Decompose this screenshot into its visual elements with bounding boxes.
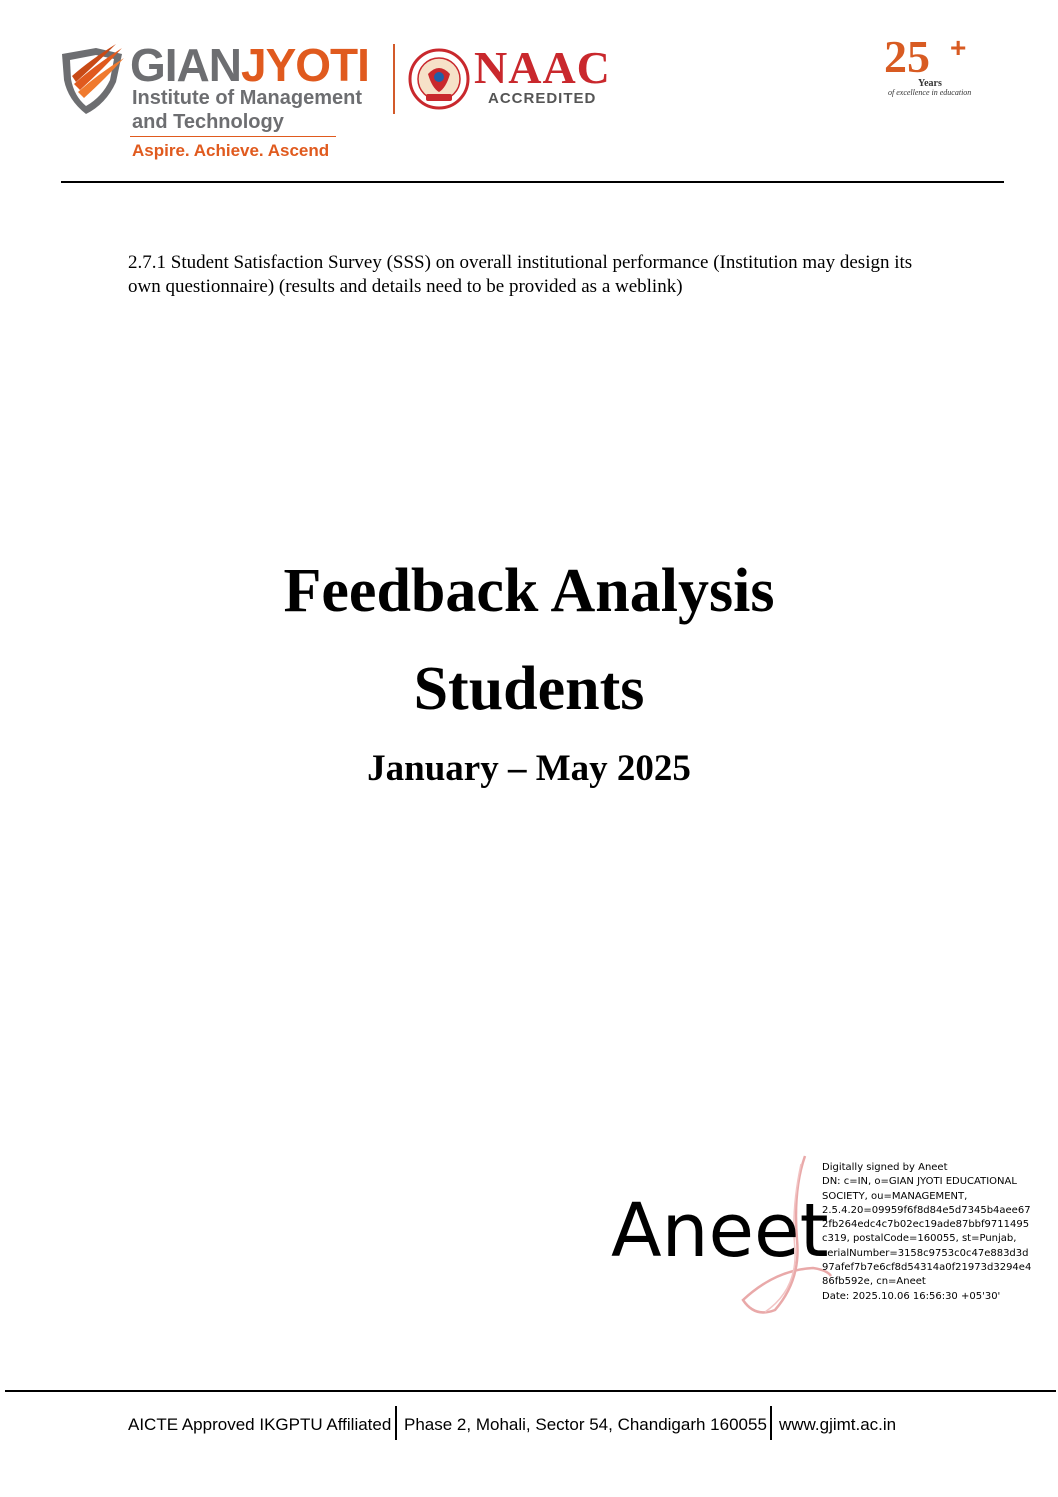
document-title: Feedback Analysis [283, 557, 775, 625]
footer [0, 1406, 1058, 1446]
signature-line: Digitally signed by Aneet [822, 1162, 948, 1173]
anniversary-years: Years [918, 78, 942, 89]
institute-name-line1: Institute of Management [132, 87, 363, 109]
footer-address: Phase 2, Mohali, Sector 54, Chandigarh 160055 [404, 1415, 767, 1434]
footer-separator [395, 1406, 397, 1440]
logo-divider [130, 136, 336, 137]
footer-divider [5, 1390, 1056, 1392]
signature-line: SOCIETY, ou=MANAGEMENT, [822, 1190, 968, 1202]
naac-status: ACCREDITED [488, 90, 597, 107]
footer-website-link[interactable]: www.gjimt.ac.in [779, 1415, 897, 1434]
signature-line: 97afef7b7e6cf8d54314a0f21973d3294e4 [822, 1262, 1032, 1274]
signature-line: serialNumber=3158c9753c0c47e883d3d [822, 1247, 1029, 1259]
signature-line: c319, postalCode=160055, st=Punjab, [822, 1233, 1017, 1245]
institute-name-line2: and Technology [132, 111, 284, 133]
header-divider [61, 181, 1004, 183]
institute-name: GIANJYOTI [130, 39, 369, 91]
anniversary-logo [880, 31, 980, 108]
naac-logo [408, 44, 618, 114]
logo-separator [393, 44, 395, 114]
signer-name: Aneet [611, 1188, 829, 1274]
anniversary-tagline: of excellence in education [888, 88, 972, 97]
signature-line: 86fb592e, cn=Aneet [822, 1276, 926, 1288]
signature-line: DN: c=IN, o=GIAN JYOTI EDUCATIONAL [822, 1176, 1017, 1188]
footer-approval: AICTE Approved IKGPTU Affiliated [128, 1415, 392, 1434]
anniversary-number: 25 [884, 31, 930, 82]
signature-details [822, 1161, 1037, 1304]
document-subtitle: Students [413, 655, 645, 723]
institute-logo [56, 40, 376, 165]
institute-tagline: Aspire. Achieve. Ascend [132, 141, 330, 160]
shield-logo-icon [56, 44, 128, 116]
naac-seal-icon [408, 48, 470, 110]
signature-line: 2fb264edc4c7b02ec19ade87bbf9711495 [822, 1219, 1030, 1231]
signature-line: 2.5.4.20=09959f6f8d84e5d7345b4aee67 [822, 1204, 1031, 1216]
footer-separator [770, 1406, 772, 1440]
document-period: January – May 2025 [367, 748, 691, 789]
signature-line: Date: 2025.10.06 16:56:30 +05'30' [822, 1290, 1001, 1302]
anniversary-plus: + [950, 32, 967, 63]
naac-name: NAAC [474, 42, 611, 93]
criterion-text: 2.7.1 Student Satisfaction Survey (SSS) on overall institutional performance (Institution may design its own questionnaire) (results and details need to be provided as a weblink) [128, 252, 913, 297]
